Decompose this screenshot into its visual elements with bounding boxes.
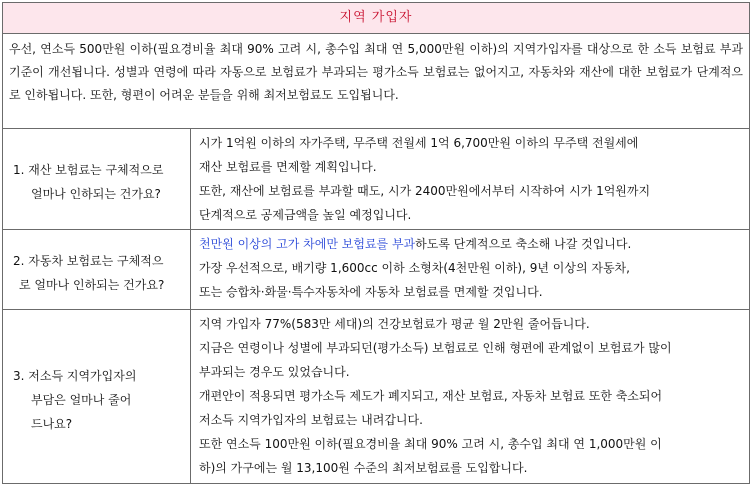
question-cell [3,129,191,230]
faq-table [2,2,750,484]
question-line: 얼마나 인하되는 건가요? [31,187,161,201]
table-row [3,310,750,484]
answer-line: 또는 승합차·화물·특수자동차에 자동차 보험료를 면제할 것입니다. [199,285,543,299]
answer-line: 재산 보험료를 면제할 계획입니다. [199,160,377,174]
answer-cell [191,310,750,484]
question-cell [3,230,191,310]
answer-line-rest: 하도록 단계적으로 축소해 나갈 것입니다. [415,237,632,251]
answer-cell [191,129,750,230]
intro-paragraph: 우선, 연소득 500만원 이하(필요경비율 최대 90% 고려 시, 총수입 최대 연 5,000만원 이하)의 지역가입자를 대상으로 한 소득 보험료 부과기준이 개선됩니다. 성별과 연령에 따라 자동으로 보험료가 부과되는 평가소득 보험료는 없어지고, 자동차와 재산에 대한 보험료가 단계적으로 인하됩니다. 또한, 형편이 어려운 분들을 위해 최저보험료도 도입됩니다. [3,34,750,129]
question-line: 로 얼마나 인하되는 건가요? [19,277,165,292]
answer-highlight: 천만원 이상의 고가 차에만 보험료를 부과 [199,237,416,251]
question-line: 2. 자동차 보험료는 구체적으 [13,253,164,268]
answer-line: 개편안이 적용되면 평가소득 제도가 폐지되고, 재산 보험료, 자동차 보험료 또한 축소되어 [199,389,663,403]
table-title: 지역 가입자 [3,3,750,34]
answer-line: 가장 우선적으로, 배기량 1,600cc 이하 소형차(4천만원 이하), 9년 이상의 자동차, [199,261,630,275]
answer-line: 단계적으로 공제금액을 높일 예정입니다. [199,208,412,222]
table-row [3,230,750,310]
answer-line: 저소득 지역가입자의 보험료는 내려갑니다. [199,413,423,427]
table-row [3,129,750,230]
question-line: 1. 재산 보험료는 구체적으로 [13,163,164,177]
answer-cell [191,230,750,310]
answer-line: 또한 연소득 100만원 이하(필요경비율 최대 90% 고려 시, 총수입 최대 연 1,000만원 이 [199,437,662,451]
question-cell [3,310,191,484]
answer-line: 부과되는 경우도 있었습니다. [199,365,350,379]
document [2,2,749,484]
answer-line: 하)의 가구에는 월 13,100원 수준의 최저보험료를 도입합니다. [199,461,528,475]
answer-line: 또한, 재산에 보험료를 부과할 때도, 시가 2400만원에서부터 시작하여 시가 1억원까지 [199,184,651,198]
answer-line: 지금은 연령이나 성별에 부과되던(평가소득) 보험료로 인해 형편에 관계없이 보험료가 많이 [199,341,672,355]
question-line: 드나요? [31,416,73,431]
answer-line: 시가 1억원 이하의 자가주택, 무주택 전월세 1억 6,700만원 이하의 무주택 전월세에 [199,136,639,150]
question-line: 3. 저소득 지역가입자의 [13,368,137,383]
question-line: 부담은 얼마나 줄어 [31,392,132,407]
answer-line: 지역 가입자 77%(583만 세대)의 건강보험료가 평균 월 2만원 줄어듭니다. [199,317,590,331]
answer-line [199,232,743,256]
